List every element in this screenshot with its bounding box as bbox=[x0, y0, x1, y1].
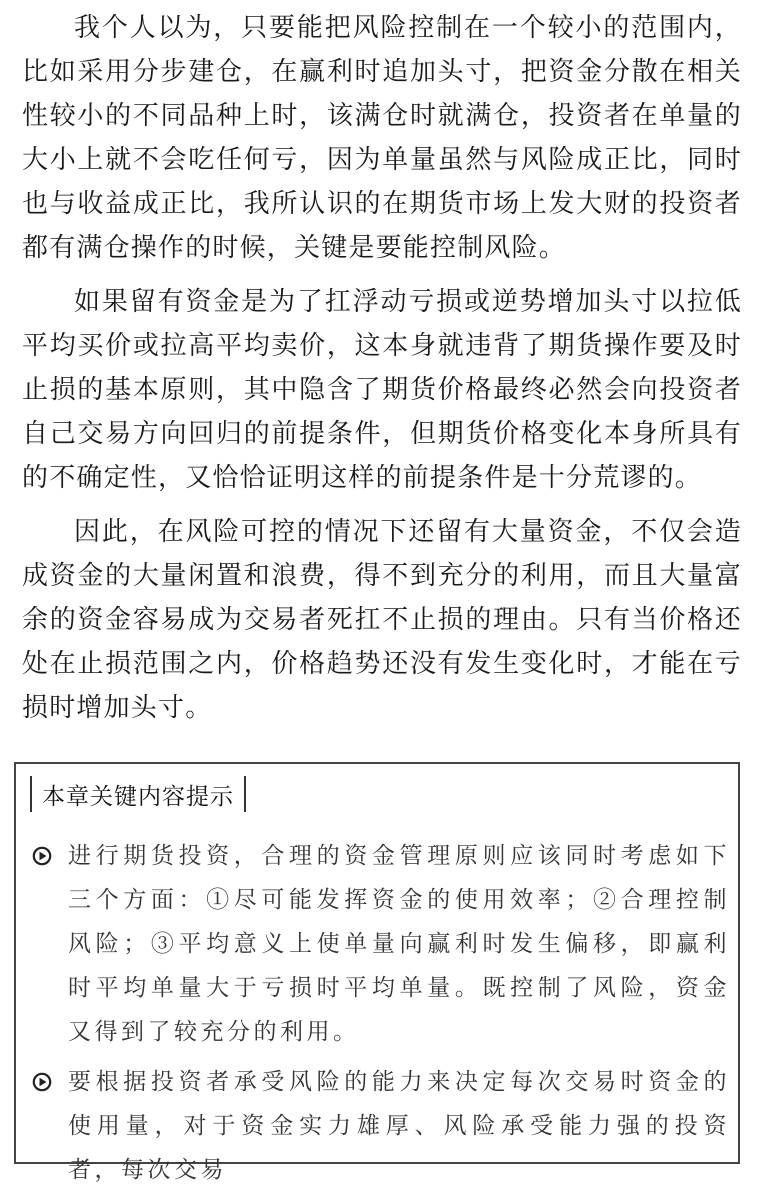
body-text bbox=[22, 6, 742, 740]
key-point-text: 要根据投资者承受风险的能力来决定每次交易时资金的使用量，对于资金实力雄厚、风险承受能力强的投资者，每次交易 bbox=[68, 1069, 730, 1183]
key-point-text: 进行期货投资，合理的资金管理原则应该同时考虑如下三个方面：①尽可能发挥资金的使用效率；②合理控制风险；③平均意义上使单量向赢利时发生偏移，即赢利时平均单量大于亏损时平均单量。既控制了风险，资金又得到了较充分的利用。 bbox=[68, 843, 730, 1045]
circled-triangle-bullet-icon bbox=[32, 1072, 52, 1092]
key-points-list bbox=[30, 834, 730, 1198]
tip-box-title: 本章关键内容提示 bbox=[42, 783, 234, 810]
paragraph: 因此，在风险可控的情况下还留有大量资金，不仅会造成资金的大量闲置和浪费，得不到充分的利用，而且大量富余的资金容易成为交易者死扛不止损的理由。只有当价格还处在止损范围之内，价格趋势还没有发生变化时，才能在亏损时增加头寸。 bbox=[22, 517, 742, 723]
key-point-item bbox=[30, 1060, 730, 1192]
chapter-key-points-box bbox=[14, 762, 740, 1183]
key-point-item bbox=[30, 834, 730, 1054]
paragraph: 如果留有资金是为了扛浮动亏损或逆势增加头寸以拉低平均买价或拉高平均卖价，这本身就违背了期货操作要及时止损的基本原则，其中隐含了期货价格最终必然会向投资者自己交易方向回归的前提条件，但期货价格变化本身所具有的不确定性，又恰恰证明这样的前提条件是十分荒谬的。 bbox=[22, 287, 742, 493]
paragraph: 我个人以为，只要能把风险控制在一个较小的范围内，比如采用分步建仓，在赢利时追加头寸，把资金分散在相关性较小的不同品种上时，该满仓时就满仓，投资者在单量的大小上就不会吃任何亏，因为单量虽然与风险成正比，同时也与收益成正比，我所认识的在期货市场上发大财的投资者都有满仓操作的时候，关键是要能控制风险。 bbox=[22, 13, 742, 263]
tip-box-header bbox=[30, 776, 246, 812]
circled-triangle-bullet-icon bbox=[32, 846, 52, 866]
